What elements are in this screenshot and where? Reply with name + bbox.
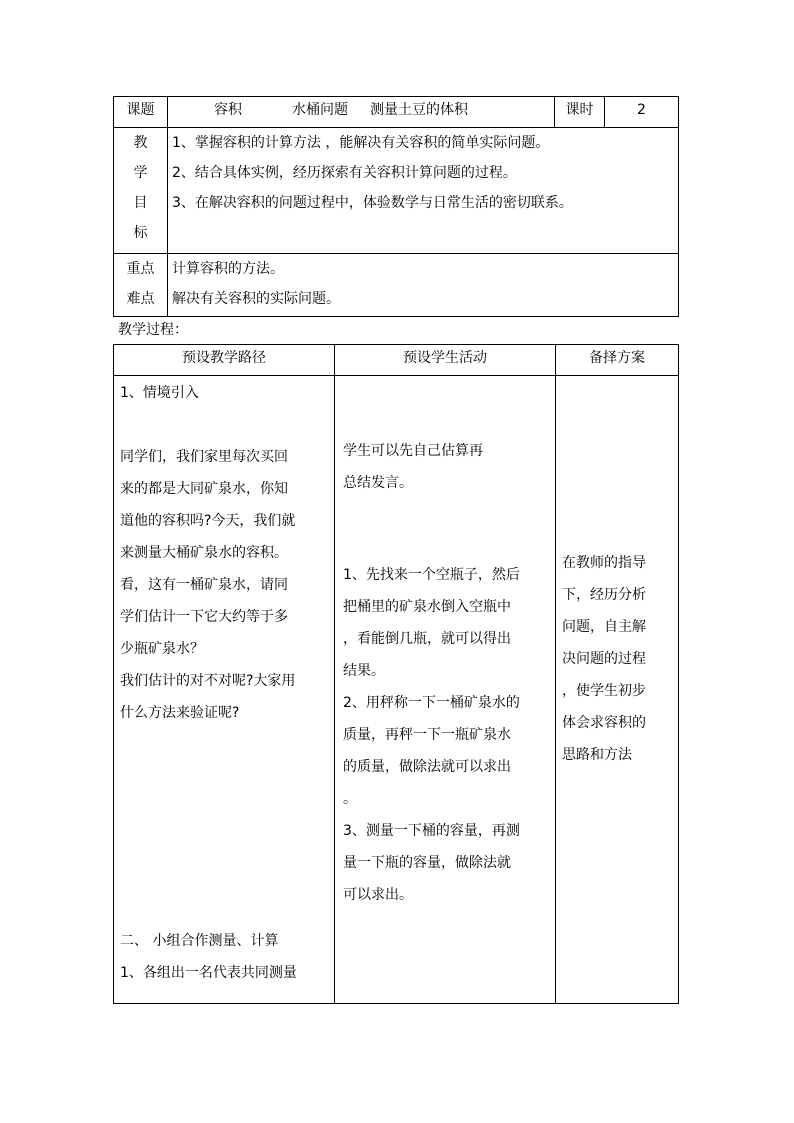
teacher-section-2-title: 二、 小组合作测量、计算 — [120, 933, 279, 949]
alternative-line: 下，经历分析 — [562, 587, 646, 603]
alternative-line: 问题，自主解 — [562, 619, 646, 635]
student-line: 的质量，做除法就可以求出 — [343, 759, 511, 775]
student-line: 3、测量一下桶的容量，再测 — [343, 823, 520, 839]
goal-item-1: 1、掌握容积的计算方法 ，能解决有关容积的简单实际问题。 — [172, 135, 550, 151]
student-line: 总结发言。 — [343, 475, 413, 491]
teacher-line: 道他的容积吗?今天，我们就 — [120, 513, 296, 529]
teacher-line: 同学们，我们家里每次买回 — [120, 449, 288, 465]
alternative-line: 在教师的指导 — [562, 555, 646, 571]
alternative-line: 决问题的过程 — [562, 651, 646, 667]
difficulty-text: 解决有关容积的实际问题。 — [172, 291, 340, 307]
teacher-path-cell — [114, 376, 335, 1004]
student-line: 结果。 — [343, 663, 385, 679]
goals-content-cell — [168, 128, 679, 254]
student-line: 1、先找来一个空瓶子，然后 — [343, 567, 520, 583]
alternative-line: ，使学生初步 — [562, 683, 646, 699]
header-teacher-path — [114, 345, 335, 376]
goal-item-3: 3、在解决容积的问题过程中，体验数学与日常生活的密切联系。 — [172, 195, 573, 211]
period-label: 课时 — [565, 102, 594, 118]
topic-cell — [168, 97, 555, 128]
teacher-line: 来测量大桶矿泉水的容积。 — [120, 545, 288, 561]
teacher-line: 少瓶矿泉水？ — [120, 641, 204, 657]
period-label-cell — [555, 97, 605, 128]
difficulty-label: 难点 — [126, 291, 155, 307]
student-line: 2、用秤称一下一桶矿泉水的 — [343, 695, 520, 711]
student-line: 学生可以先自己估算再 — [343, 443, 483, 459]
key-point-text: 计算容积的方法。 — [172, 261, 284, 277]
student-line: 量一下瓶的容量，做除法就 — [343, 855, 511, 871]
topic-part-1: 容积 — [214, 102, 242, 118]
teacher-line: 1、各组出一名代表共同测量 — [120, 965, 297, 981]
alternative-plan-cell — [556, 376, 679, 1004]
teacher-line: 学们估计一下它大约等于多 — [120, 609, 288, 625]
header-student-activity — [335, 345, 556, 376]
teacher-line: 1、情境引入 — [120, 385, 199, 401]
student-line: 可以求出。 — [343, 887, 413, 903]
header-alternative-plan — [556, 345, 679, 376]
teacher-line — [120, 409, 334, 441]
topic-part-2: 水桶问题 — [292, 102, 348, 118]
alternative-line: 思路和方法 — [562, 747, 632, 763]
topic-label-cell — [114, 97, 168, 128]
keypoints-label-cell — [114, 254, 168, 317]
goals-label-char-2: 学 — [133, 165, 148, 181]
student-activity-cell — [335, 376, 556, 1004]
student-line: 质量，再秤一下一瓶矿泉水 — [343, 727, 511, 743]
teacher-line: 看，这有一桶矿泉水，请同 — [120, 577, 288, 593]
header-teacher-path-text: 预设教学路径 — [182, 350, 266, 366]
goals-label-char-3: 目 — [133, 195, 148, 211]
goals-label-char-1: 教 — [133, 135, 148, 151]
keypoints-content-cell — [168, 254, 679, 317]
period-value: 2 — [637, 102, 646, 118]
topic-label: 课题 — [126, 102, 155, 118]
teacher-line: 什么方法来验证呢? — [120, 705, 240, 721]
teaching-process-table — [113, 344, 679, 1004]
key-label: 重点 — [126, 261, 155, 277]
header-student-activity-text: 预设学生活动 — [403, 350, 487, 366]
goals-label-char-4: 标 — [133, 225, 148, 241]
lesson-info-table — [113, 96, 679, 317]
student-line: 把桶里的矿泉水倒入空瓶中 — [343, 599, 511, 615]
student-line: 。 — [343, 791, 357, 807]
student-line: ，看能倒几瓶，就可以得出 — [343, 631, 511, 647]
alternative-line: 体会求容积的 — [562, 715, 646, 731]
goal-item-2: 2、结合具体实例，经历探索有关容积计算问题的过程。 — [172, 165, 517, 181]
teacher-line: 我们估计的对不对呢?大家用 — [120, 673, 296, 689]
header-alternative-plan-text: 备择方案 — [589, 350, 645, 366]
teacher-line: 来的都是大同矿泉水，你知 — [120, 481, 288, 497]
topic-part-3: 测量土豆的体积 — [370, 102, 468, 118]
period-value-cell — [605, 97, 679, 128]
teaching-process-label: 教学过程： — [118, 322, 188, 338]
goals-label-cell — [114, 128, 168, 254]
